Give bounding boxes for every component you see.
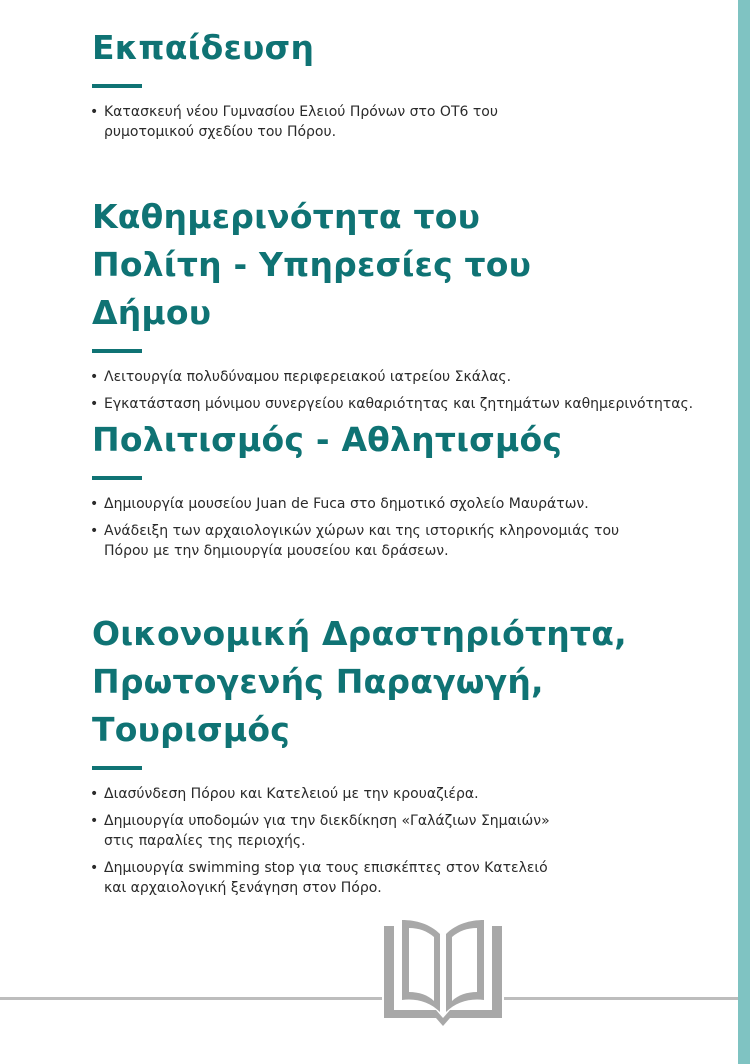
list-item: • Δημιουργία υποδομών για την διεκδίκηση «Γαλάζιων Σημαιών» στις παραλίες της περιοχής. [92,811,574,851]
bullet-list [92,784,712,898]
bullet-list [92,367,712,414]
list-item: • Δημιουργία μουσείου Juan de Fuca στο δημοτικό σχολείο Μαυράτων. [92,494,694,514]
list-item: • Λειτουργία πολυδύναμου περιφερειακού ιατρείου Σκάλας. [92,367,694,387]
section-heading: Καθημερινότητα του Πολίτη - Υπηρεσίες του Δήμου [92,197,532,332]
heading-underline [92,476,142,480]
list-item: • Κατασκευή νέου Γυμνασίου Ελειού Πρόνων στο ΟΤ6 του ρυμοτομικού σχεδίου του Πόρου. [92,102,514,142]
section-heading: Πολιτισμός - Αθλητισμός [92,420,563,459]
footer-divider [0,997,738,1000]
list-item: • Διασύνδεση Πόρου και Κατελειού με την κρουαζιέρα. [92,784,694,804]
right-accent-bar [738,0,750,1064]
section-education [92,24,712,149]
list-item: • Δημιουργία swimming stop για τους επισκέπτες στον Κατελειό και αρχαιολογική ξενάγηση στον Πόρο. [92,858,559,898]
bullet-list [92,494,712,561]
heading-underline [92,84,142,88]
open-book-icon [380,918,506,1028]
section-economy-tourism [92,610,712,905]
bullet-list [92,102,712,142]
section-citizen-services [92,193,712,421]
section-heading: Οικονομική Δραστηριότητα, Πρωτογενής Παραγωγή, Τουρισμός [92,614,627,749]
section-culture-sports [92,416,712,568]
list-item: • Ανάδειξη των αρχαιολογικών χώρων και της ιστορικής κληρονομιάς του Πόρου με την δημιουργία μουσείου και δράσεων. [92,521,629,561]
heading-underline [92,766,142,770]
list-item: • Εγκατάσταση μόνιμου συνεργείου καθαριότητας και ζητημάτων καθημερινότητας. [92,394,694,414]
section-heading: Εκπαίδευση [92,28,315,67]
heading-underline [92,349,142,353]
